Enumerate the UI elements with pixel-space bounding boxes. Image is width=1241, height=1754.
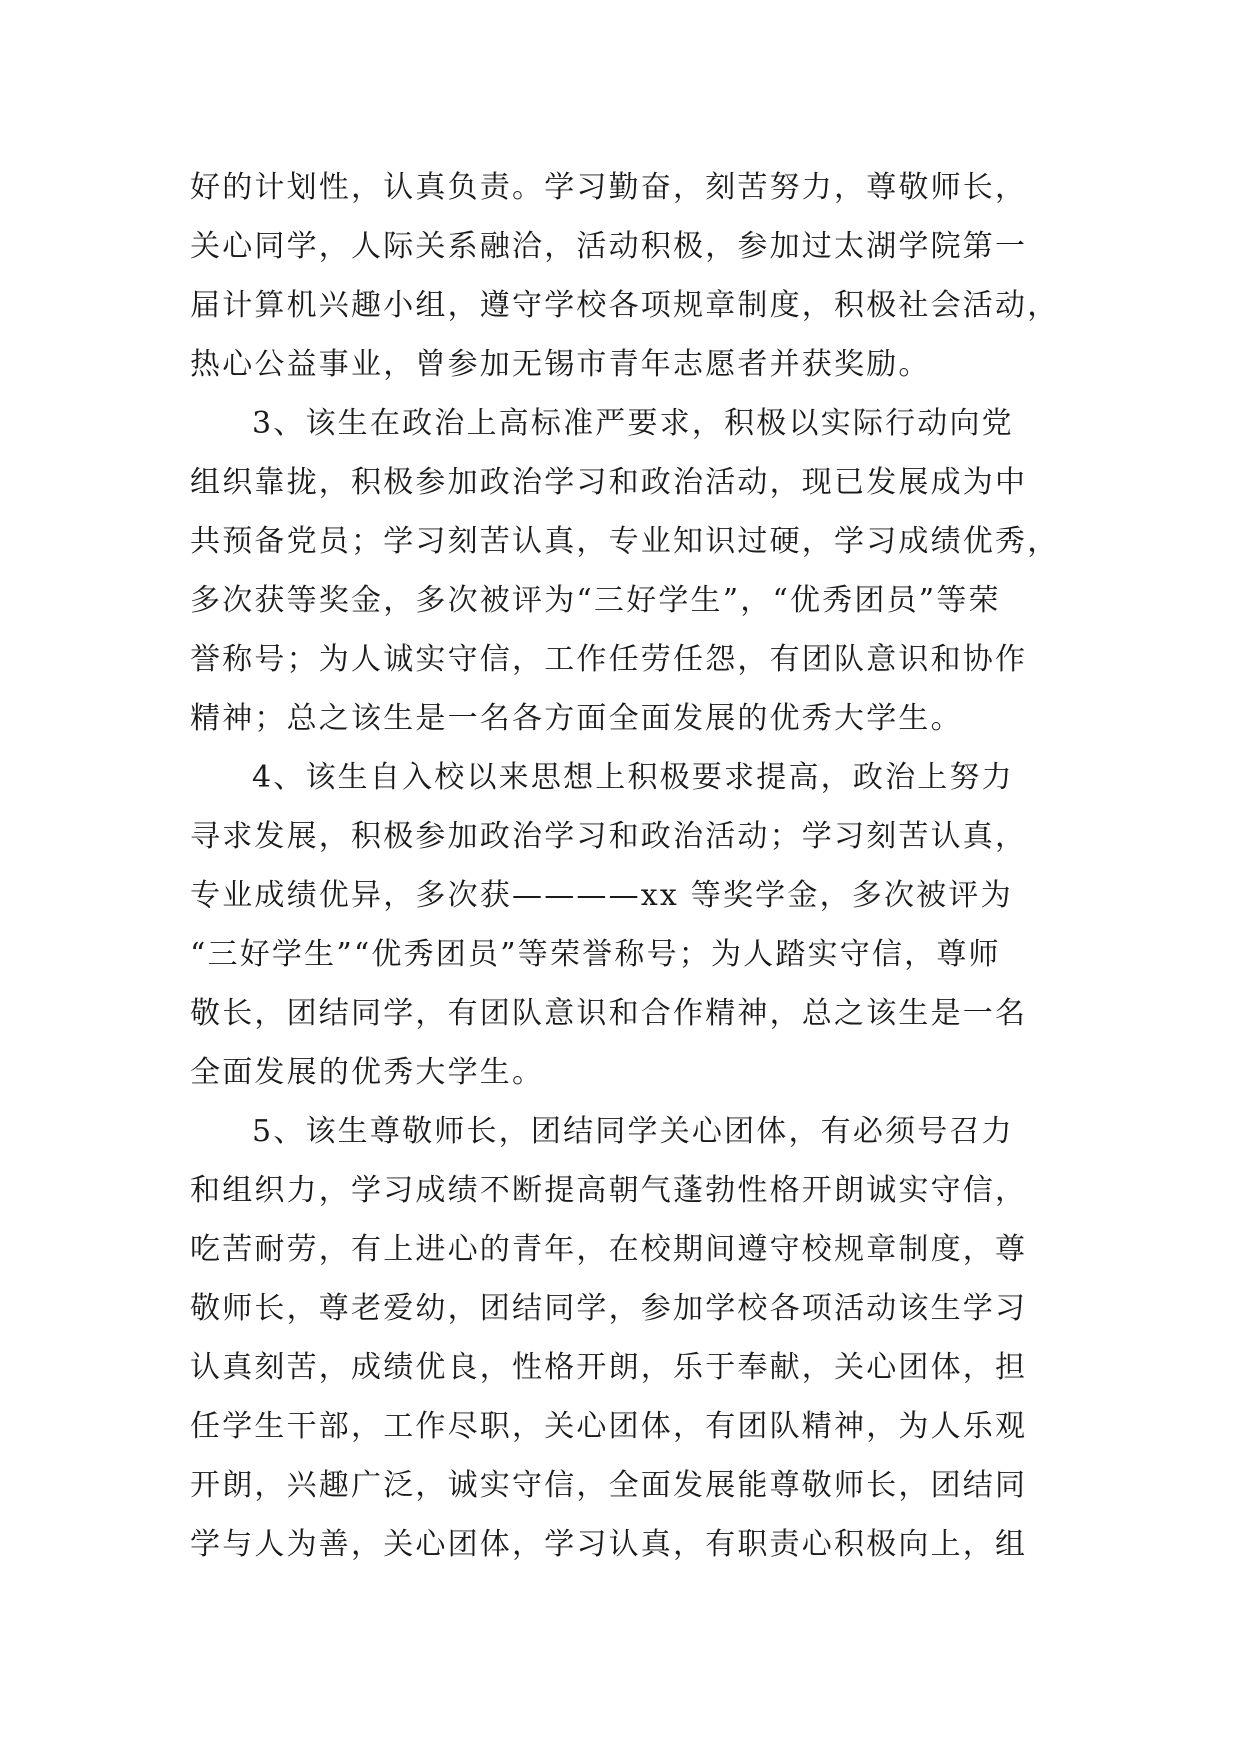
text-line: 共预备党员；学习刻苦认真，专业知识过硬，学习成绩优秀， [190,524,1060,559]
text-line: 认真刻苦，成绩优良，性格开朗，乐于奉献，关心团体，担 [190,1350,1028,1385]
text-line: 专业成绩优异，多次获————xx 等奖学金，多次被评为 [190,878,1013,913]
text-line: 关心同学，人际关系融洽，活动积极，参加过太湖学院第一 [190,229,1028,264]
paragraph-first-line: 4、该生自入校以来思想上积极要求提高，政治上努力 [252,760,1014,795]
text-line: 和组织力，学习成绩不断提高朝气蓬勃性格开朗诚实守信， [190,1173,1028,1208]
text-line: 热心公益事业，曾参加无锡市青年志愿者并获奖励。 [190,347,931,382]
paragraph-first-line: 3、该生在政治上高标准严要求，积极以实际行动向党 [252,406,1014,441]
text-line: 吃苦耐劳，有上进心的青年，在校期间遵守校规章制度，尊 [190,1232,1028,1267]
text-line: 敬长，团结同学，有团队意识和合作精神，总之该生是一名 [190,996,1028,1031]
text-line: 寻求发展，积极参加政治学习和政治活动；学习刻苦认真， [190,819,1028,854]
text-line: 全面发展的优秀大学生。 [190,1055,545,1090]
text-line: 誉称号；为人诚实守信，工作任劳任怨，有团队意识和协作 [190,642,1028,677]
text-line: 届计算机兴趣小组，遵守学校各项规章制度，积极社会活动， [190,288,1060,323]
document-body [190,158,1070,1574]
text-line: 敬师长，尊老爱幼，团结同学，参加学校各项活动该生学习 [190,1291,1028,1326]
text-line: 多次获等奖金，多次被评为“三好学生”，“优秀团员”等荣 [190,583,1001,618]
text-line: 任学生干部，工作尽职，关心团体，有团队精神，为人乐观 [190,1409,1028,1444]
text-line: 组织靠拢，积极参加政治学习和政治活动，现已发展成为中 [190,465,1028,500]
text-line: 精神；总之该生是一名各方面全面发展的优秀大学生。 [190,701,963,736]
text-line: 开朗，兴趣广泛，诚实守信，全面发展能尊敬师长，团结同 [190,1468,1028,1503]
text-line: “三好学生”“优秀团员”等荣誉称号；为人踏实守信，尊师 [190,937,1001,972]
text-line: 学与人为善，关心团体，学习认真，有职责心积极向上，组 [190,1527,1028,1562]
text-line: 好的计划性，认真负责。学习勤奋，刻苦努力，尊敬师长， [190,170,1028,205]
paragraph-first-line: 5、该生尊敬师长，团结同学关心团体，有必须号召力 [252,1114,1014,1149]
